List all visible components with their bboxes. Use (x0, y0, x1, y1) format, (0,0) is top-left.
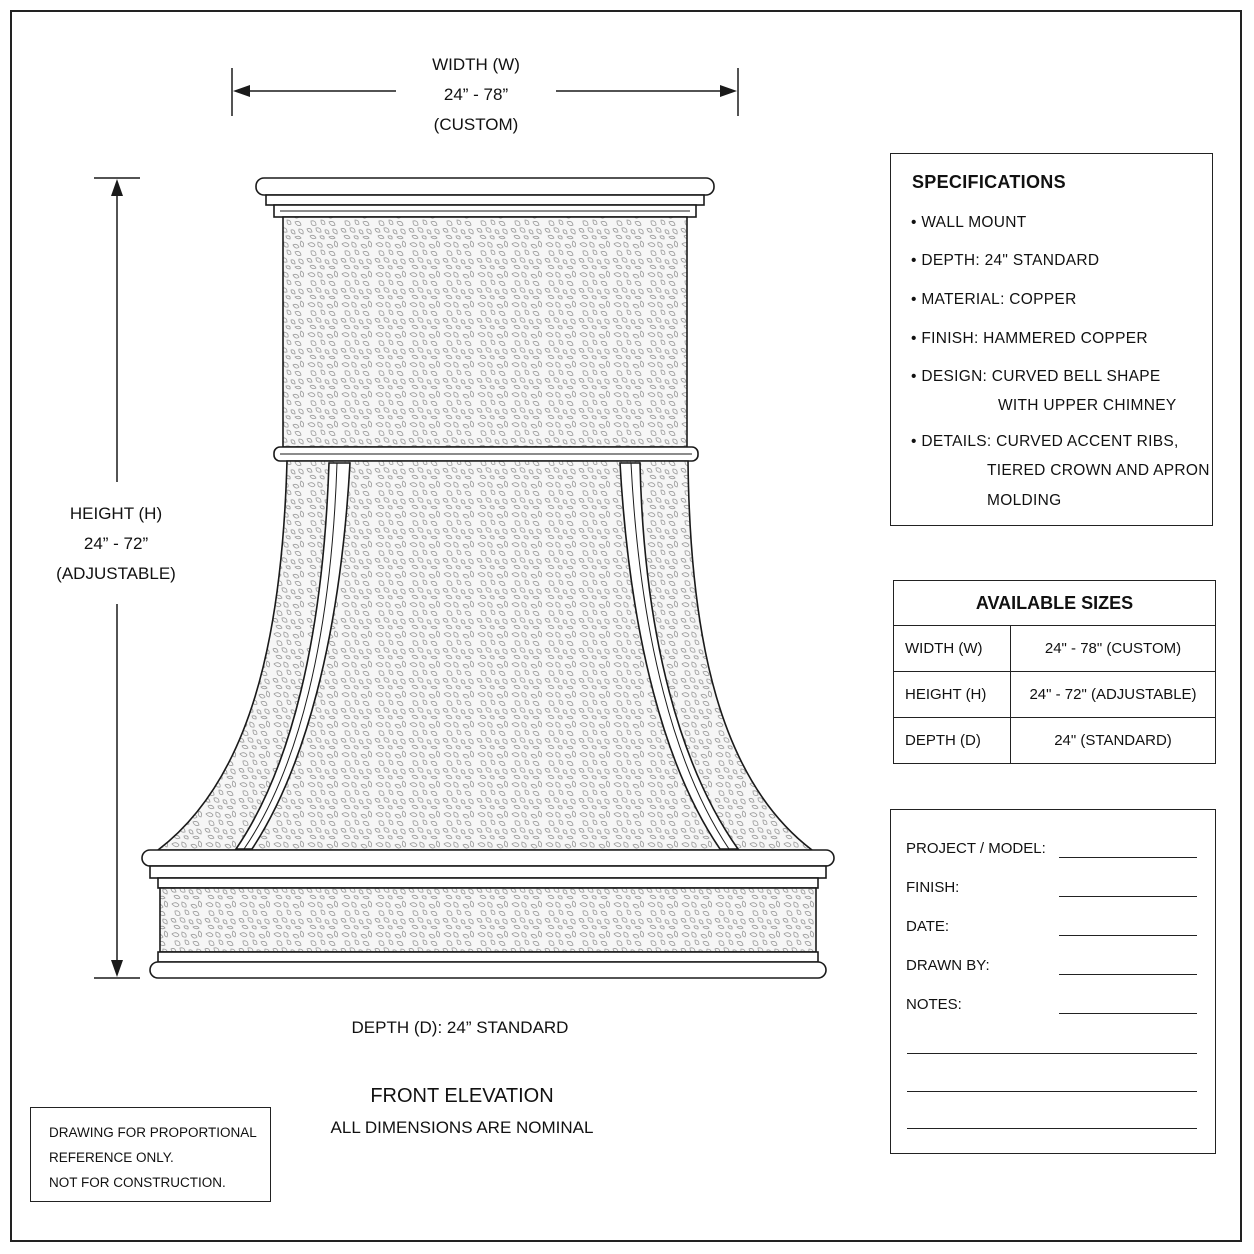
crown-molding-upper (266, 195, 704, 205)
spec-item: • DESIGN: CURVED BELL SHAPE (911, 368, 1161, 385)
finish-line (1059, 896, 1197, 897)
depth-caption: DEPTH (D): 24” STANDARD (351, 1018, 569, 1037)
spec-item-continued: WITH UPPER CHIMNEY (998, 397, 1177, 414)
disclaimer-line: REFERENCE ONLY. (49, 1150, 174, 1165)
notes-line (1059, 1013, 1197, 1014)
bell-body (158, 461, 812, 850)
table-row (894, 672, 1216, 718)
title-block-field-label: DATE: (906, 918, 950, 935)
drawn-by-line (1059, 974, 1197, 975)
spec-item: • FINISH: HAMMERED COPPER (911, 330, 1148, 347)
size-label: HEIGHT (H) (894, 672, 1011, 718)
spec-item: • WALL MOUNT (911, 214, 1027, 231)
specifications-title: SPECIFICATIONS (912, 172, 1066, 192)
title-block-field-label: DRAWN BY: (906, 957, 990, 974)
notes-line (907, 1128, 1197, 1129)
notes-line (907, 1091, 1197, 1092)
height-note: (ADJUSTABLE) (56, 564, 176, 583)
specifications-box (890, 153, 1213, 526)
title-block-field-label: PROJECT / MODEL: (906, 840, 1046, 857)
table-row (894, 718, 1216, 764)
upper-chimney (283, 217, 687, 447)
apron-panel (160, 888, 816, 952)
elevation-subtitle: ALL DIMENSIONS ARE NOMINAL (330, 1118, 594, 1137)
sizes-title: AVAILABLE SIZES (894, 581, 1216, 626)
apron-molding-upper (150, 866, 826, 878)
crown-cap (256, 178, 714, 195)
disclaimer-box (30, 1107, 271, 1202)
size-value: 24" (STANDARD) (1011, 718, 1216, 764)
disclaimer-line: DRAWING FOR PROPORTIONAL (49, 1125, 257, 1140)
apron-cap (142, 850, 834, 866)
base-molding-upper (158, 952, 818, 962)
apron-molding-lower (158, 878, 818, 888)
height-label: HEIGHT (H) (69, 504, 163, 523)
title-block-field-label: FINISH: (906, 879, 960, 896)
size-value: 24" - 78" (CUSTOM) (1011, 626, 1216, 672)
size-label: WIDTH (W) (894, 626, 1011, 672)
table-row (894, 626, 1216, 672)
date-line (1059, 935, 1197, 936)
project-model-line (1059, 857, 1197, 858)
spec-item: • DETAILS: CURVED ACCENT RIBS, (911, 433, 1179, 450)
size-value: 24" - 72" (ADJUSTABLE) (1011, 672, 1216, 718)
width-note: (CUSTOM) (433, 115, 519, 134)
disclaimer-line: NOT FOR CONSTRUCTION. (49, 1175, 226, 1190)
base-cap (150, 962, 826, 978)
width-range: 24” - 78” (443, 85, 509, 104)
spec-item-continued: TIERED CROWN AND APRON (987, 462, 1210, 479)
width-label: WIDTH (W) (432, 55, 520, 74)
title-block (890, 809, 1216, 1154)
notes-line (907, 1053, 1197, 1054)
elevation-title: FRONT ELEVATION (370, 1085, 554, 1107)
spec-item-continued: MOLDING (987, 492, 1062, 509)
available-sizes-table (893, 580, 1216, 764)
spec-item: • MATERIAL: COPPER (911, 291, 1077, 308)
spec-item: • DEPTH: 24" STANDARD (911, 252, 1100, 269)
title-block-field-label: NOTES: (906, 996, 962, 1013)
height-range: 24” - 72” (83, 534, 149, 553)
size-label: DEPTH (D) (894, 718, 1011, 764)
